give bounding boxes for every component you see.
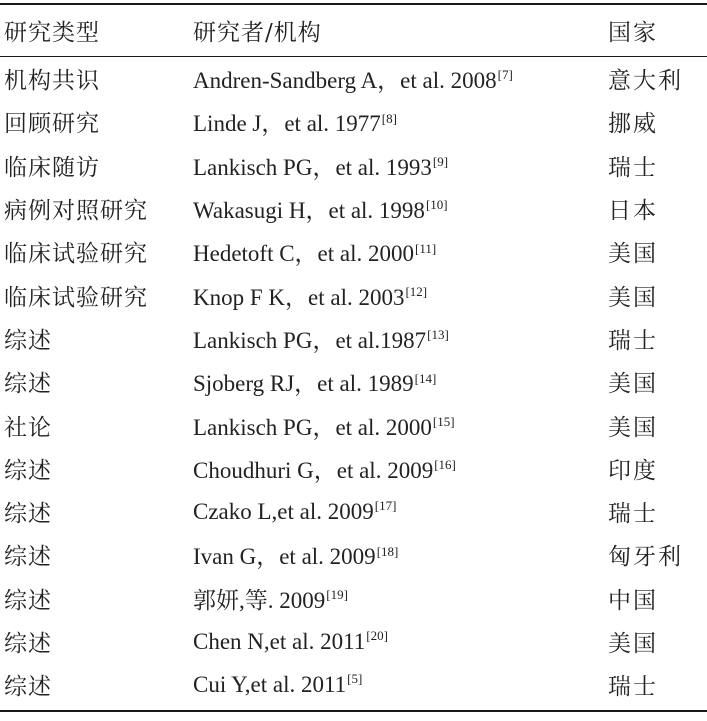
cell-researcher xyxy=(190,235,608,268)
cell-study-type: 综述 xyxy=(4,631,52,657)
cell-study-type: 临床随访 xyxy=(4,154,100,181)
cell-study-type: 临床试验研究 xyxy=(4,241,148,268)
cell-researcher xyxy=(190,499,608,525)
cell-country: 瑞士 xyxy=(608,501,658,528)
reference-number: [11] xyxy=(415,240,437,256)
researcher-text: Lankisch PG，et al.1987 xyxy=(193,327,427,353)
cell-study-type: 临床试验研究 xyxy=(4,284,148,311)
table-row xyxy=(0,187,707,230)
cell-country: 美国 xyxy=(608,241,658,268)
reference-number: [13] xyxy=(427,327,449,343)
cell-study-type: 社论 xyxy=(4,414,52,441)
cell-country: 印度 xyxy=(608,457,658,484)
table-row xyxy=(0,317,707,360)
researcher-text: Linde J，et al. 1977 xyxy=(193,111,381,137)
researcher-text: Lankisch PG，et al. 2000 xyxy=(193,414,432,440)
table-row xyxy=(0,447,707,490)
table-row xyxy=(0,100,707,143)
reference-table xyxy=(0,3,707,706)
cell-researcher xyxy=(190,409,608,442)
reference-number: [17] xyxy=(374,497,397,513)
researcher-text: Cui Y,et al. 2011 xyxy=(193,671,347,697)
reference-number: [12] xyxy=(405,283,428,299)
cell-researcher xyxy=(190,192,608,225)
table-body xyxy=(0,57,707,706)
cell-researcher xyxy=(190,105,608,138)
header-country: 国家 xyxy=(608,20,658,46)
researcher-text: Ivan G，et al. 2009 xyxy=(193,544,376,570)
reference-number: [7] xyxy=(497,67,513,83)
cell-country: 中国 xyxy=(608,587,658,614)
table-row xyxy=(0,577,707,620)
reference-number: [19] xyxy=(326,587,348,603)
reference-number: [14] xyxy=(414,370,437,386)
cell-study-type: 综述 xyxy=(4,674,52,701)
researcher-text: Andren-Sandberg A，et al. 2008 xyxy=(193,68,497,94)
reference-number: [18] xyxy=(376,543,399,559)
cell-study-type: 综述 xyxy=(4,457,52,484)
bottom-rule xyxy=(0,710,707,712)
cell-country: 挪威 xyxy=(608,111,658,138)
cell-researcher xyxy=(190,62,608,95)
cell-study-type: 病例对照研究 xyxy=(4,198,148,225)
reference-number: [8] xyxy=(381,110,397,126)
cell-study-type: 综述 xyxy=(4,544,52,571)
reference-number: [20] xyxy=(366,627,388,643)
researcher-text: Lankisch PG，et al. 1993 xyxy=(193,154,432,180)
cell-study-type: 综述 xyxy=(4,587,52,614)
table-row xyxy=(0,230,707,273)
cell-researcher xyxy=(190,279,608,312)
table-row xyxy=(0,490,707,533)
cell-researcher xyxy=(190,629,608,655)
cell-study-type: 综述 xyxy=(4,501,52,528)
reference-number: [5] xyxy=(347,671,363,687)
table-header-row xyxy=(0,5,707,57)
reference-number: [9] xyxy=(432,154,449,170)
researcher-text: Sjoberg RJ，et al. 1989 xyxy=(193,371,414,397)
header-researcher: 研究者/机构 xyxy=(193,20,322,46)
table-row xyxy=(0,144,707,187)
cell-study-type: 回顾研究 xyxy=(4,111,100,138)
table-row xyxy=(0,663,707,706)
cell-researcher xyxy=(190,365,608,398)
researcher-text: Hedetoft C，et al. 2000 xyxy=(193,241,415,267)
researcher-text: 郭妍,等. 2009 xyxy=(193,587,326,613)
table-row xyxy=(0,57,707,100)
researcher-text: Knop F K，et al. 2003 xyxy=(193,284,405,310)
cell-study-type: 综述 xyxy=(4,371,52,398)
cell-country: 美国 xyxy=(608,414,658,441)
cell-country: 意大利 xyxy=(608,68,683,95)
table-row xyxy=(0,620,707,663)
cell-country: 日本 xyxy=(608,198,658,225)
cell-country: 美国 xyxy=(608,631,658,657)
cell-country: 瑞士 xyxy=(608,154,658,181)
cell-researcher xyxy=(190,322,608,355)
cell-country: 美国 xyxy=(608,371,658,398)
reference-number: [15] xyxy=(432,413,455,429)
cell-country: 匈牙利 xyxy=(608,544,683,571)
cell-country: 瑞士 xyxy=(608,674,658,701)
researcher-text: Czako L,et al. 2009 xyxy=(193,498,374,524)
cell-researcher xyxy=(190,538,608,571)
reference-number: [16] xyxy=(434,457,456,473)
researcher-text: Choudhuri G，et al. 2009 xyxy=(193,457,434,483)
reference-number: [10] xyxy=(425,197,448,213)
cell-researcher xyxy=(190,149,608,182)
cell-country: 瑞士 xyxy=(608,327,658,354)
table-row xyxy=(0,273,707,316)
cell-study-type: 机构共识 xyxy=(4,68,100,95)
cell-country: 美国 xyxy=(608,284,658,311)
table-row xyxy=(0,360,707,403)
table-row xyxy=(0,533,707,576)
table-row xyxy=(0,403,707,446)
header-study-type: 研究类型 xyxy=(4,20,100,46)
cell-study-type: 综述 xyxy=(4,327,52,354)
cell-researcher xyxy=(190,452,608,485)
cell-researcher xyxy=(190,672,608,698)
researcher-text: Chen N,et al. 2011 xyxy=(193,628,366,654)
cell-researcher xyxy=(190,582,608,615)
researcher-text: Wakasugi H，et al. 1998 xyxy=(193,198,425,224)
